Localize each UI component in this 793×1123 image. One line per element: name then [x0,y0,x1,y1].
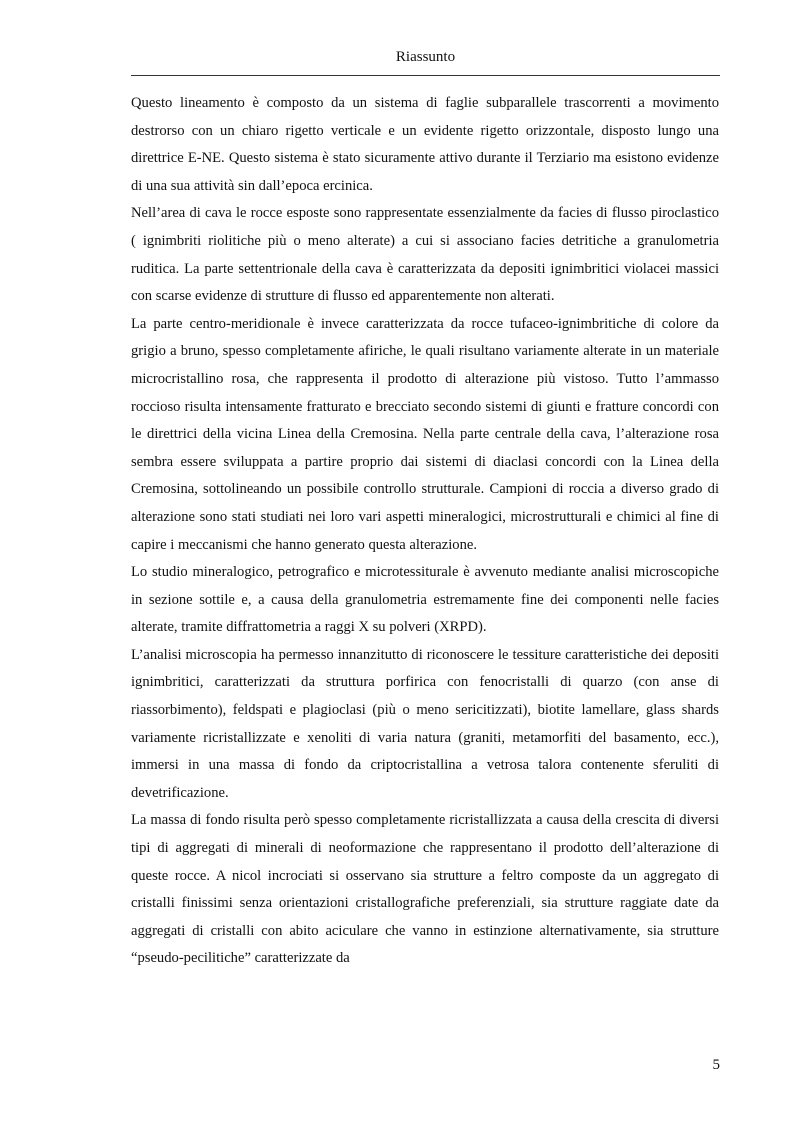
paragraph-1: Questo lineamento è composto da un sistema di faglie subparallele trascorrenti a movimento destrorso con un chiaro rigetto verticale e un evidente rigetto orizzontale, disposto lungo una direttrice E-NE. Questo sistema è stato sicuramente attivo durante il Terziario ma esistono evidenze di una sua attività sin dall’epoca ercinica. [131,95,719,194]
body-text [131,90,719,973]
paragraph-5: L’analisi microscopia ha permesso innanzitutto di riconoscere le tessiture caratteristiche dei depositi ignimbritici, caratterizzati da struttura porfirica con fenocristalli di quarzo (con anse di riassorbimento), feldspati e plagioclasi (più o meno sericitizzati), biotite lamellare, glass shards variamente ricristallizzate e xenoliti di varia natura (graniti, metamorfiti del basamento, ecc.), immersi in una massa di fondo da criptocristallina a vetrosa talora contenente sferuliti di devetrificazione. [131,646,719,801]
paragraph-6: La massa di fondo risulta però spesso completamente ricristallizzata a causa della crescita di diversi tipi di aggregati di minerali di neoformazione che rappresentano il prodotto dell’alterazione di queste rocce. A nicol incrociati si osservano sia strutture a feltro composte da un aggregato di cristalli finissimi senza orientazioni cristallografiche preferenziali, sia strutture raggiate date da aggregati di cristalli con abito aciculare che vanno in estinzione alternativamente, sia strutture “pseudo-pecilitiche” caratterizzate da [131,812,719,967]
header-divider [131,75,720,76]
paragraph-2: Nell’area di cava le rocce esposte sono rappresentate essenzialmente da facies di flusso piroclastico ( ignimbriti riolitiche più o meno alterate) a cui si associano facies detritiche a granulometria ruditica. La parte settentrionale della cava è caratterizzata da depositi ignimbritici violacei massici con scarse evidenze di strutture di flusso ed apparentemente non alterati. [131,205,719,305]
paragraph-3: La parte centro-meridionale è invece caratterizzata da rocce tufaceo-ignimbritiche di colore da grigio a bruno, spesso completamente afiriche, le quali risultano variamente alterate in un materiale microcristallino rosa, che rappresenta il prodotto di alterazione più vistoso. Tutto l’ammasso roccioso risulta intensamente fratturato e brecciato secondo sistemi di giunti e fratture concordi con le direttrici della vicina Linea della Cremosina. Nella parte centrale della cava, l’alterazione rosa sembra essere sviluppata a partire proprio dai sistemi di diaclasi concordi con la Linea della Cremosina, sottolineando un possibile controllo strutturale. Campioni di roccia a diverso grado di alterazione sono stati studiati nei loro vari aspetti mineralogici, microstrutturali e chimici al fine di capire i meccanismi che hanno generato questa alterazione. [131,315,719,553]
paragraph-4: Lo studio mineralogico, petrografico e microtessiturale è avvenuto mediante analisi microscopiche in sezione sottile e, a causa della granulometria estremamente fine dei componenti nelle facies alterate, tramite diffrattometria a raggi X su polveri (XRPD). [131,564,719,636]
header-title: Riassunto [395,49,456,65]
running-header [131,47,720,75]
page-number: 5 [712,1057,720,1073]
